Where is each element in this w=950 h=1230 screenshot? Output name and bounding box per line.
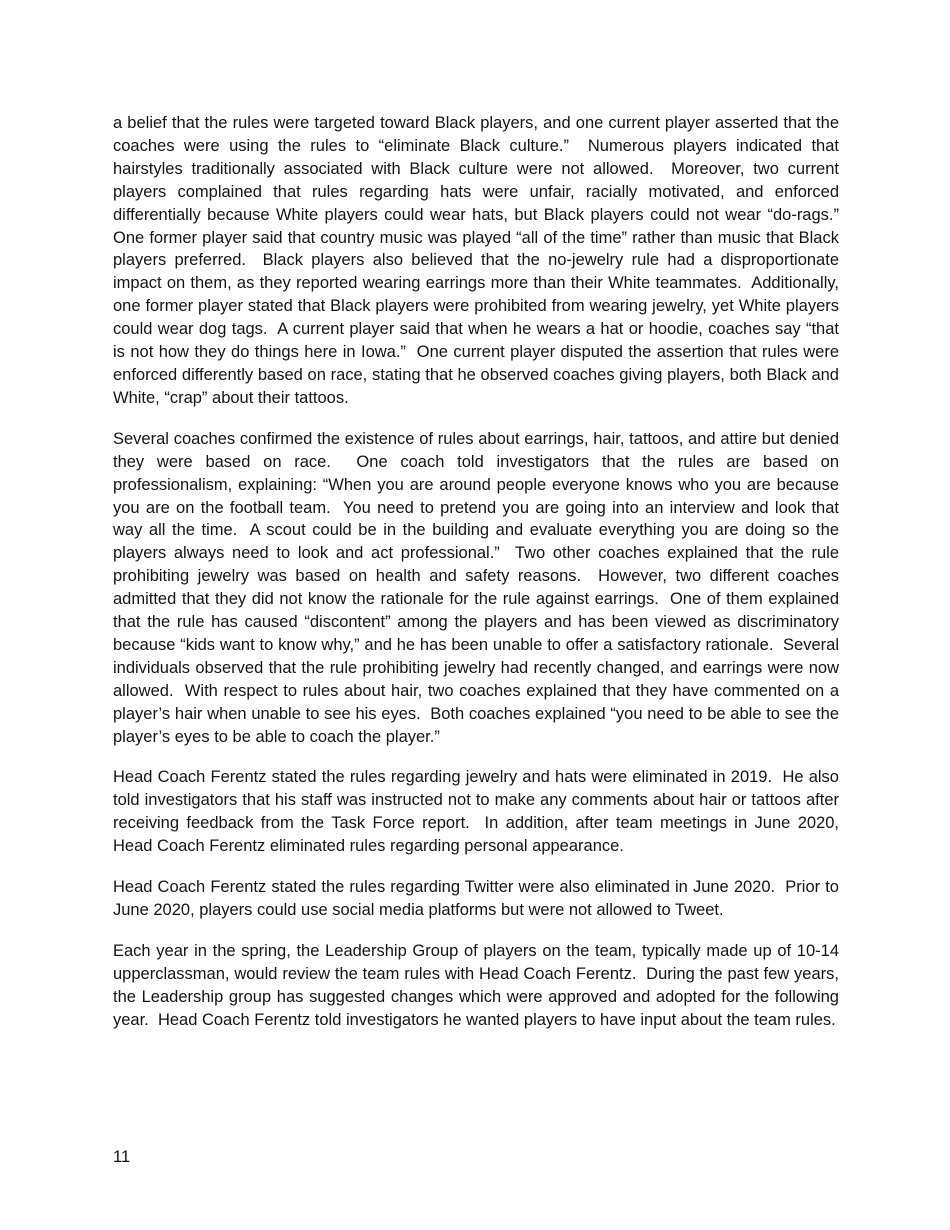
paragraph-2: Several coaches confirmed the existence of rules about earrings, hair, tattoos, and attire but denied they were based on race. One coach told investigators that the rules are based on professionalism, explaining: “When you are around people everyone knows who you are because you are on the football team. You need to pretend you are going into an interview and look that way all the time. A scout could be in the building and evaluate everything you are doing so the players always need to look and act professional.” Two other coaches explained that the rule prohibiting jewelry was based on health and safety reasons. However, two different coaches admitted that they did not know the rationale for the rule against earrings. One of them explained that the rule has caused “discontent” among the players and has been viewed as discriminatory because “kids want to know why,” and he has been unable to offer a satisfactory rationale. Several individuals observed that the rule prohibiting jewelry had recently changed, and earrings were now allowed. With respect to rules about hair, two coaches explained that they have commented on a player’s hair when unable to see his eyes. Both coaches explained “you need to be able to see the player’s eyes to be able to coach the player.” — [113, 429, 844, 746]
page-number: 11 — [113, 1148, 131, 1166]
paragraph-5: Each year in the spring, the Leadership Group of players on the team, typically made up of 10-14 upperclassman, would review the team rules with Head Coach Ferentz. During the past few years, the Leadership group has suggested changes which were approved and adopted for the following year. Head Coach Ferentz told investigators he wanted players to have input about the team rules. — [113, 941, 844, 1029]
page-body-text — [113, 112, 849, 1050]
paragraph-4: Head Coach Ferentz stated the rules regarding Twitter were also eliminated in June 2020. Prior to June 2020, players could use social media platforms but were not allowed to Tweet. — [113, 878, 844, 919]
paragraph-3: Head Coach Ferentz stated the rules regarding jewelry and hats were eliminated in 2019. He also told investigators that his staff was instructed not to make any comments about hair or tattoos after receiving feedback from the Task Force report. In addition, after team meetings in June 2020, Head Coach Ferentz eliminated rules regarding personal appearance. — [113, 768, 844, 856]
paragraph-1: a belief that the rules were targeted toward Black players, and one current player asserted that the coaches were using the rules to “eliminate Black culture.” Numerous players indicated that hairstyles traditionally associated with Black culture were not allowed. Moreover, two current players complained that rules regarding hats were unfair, racially motivated, and enforced differentially because White players could wear hats, but Black players could not wear “do-rags.” One former player said that country music was played “all of the time” rather than music that Black players preferred. Black players also believed that the no-jewelry rule had a disproportionate impact on them, as they reported wearing earrings more than their White teammates. Additionally, one former player stated that Black players were prohibited from wearing jewelry, yet White players could wear dog tags. A current player said that when he wears a hat or hoodie, coaches say “that is not how they do things here in Iowa.” One current player disputed the assertion that rules were enforced differently based on race, stating that he observed coaches giving players, both Black and White, “crap” about their tattoos. — [113, 114, 849, 407]
